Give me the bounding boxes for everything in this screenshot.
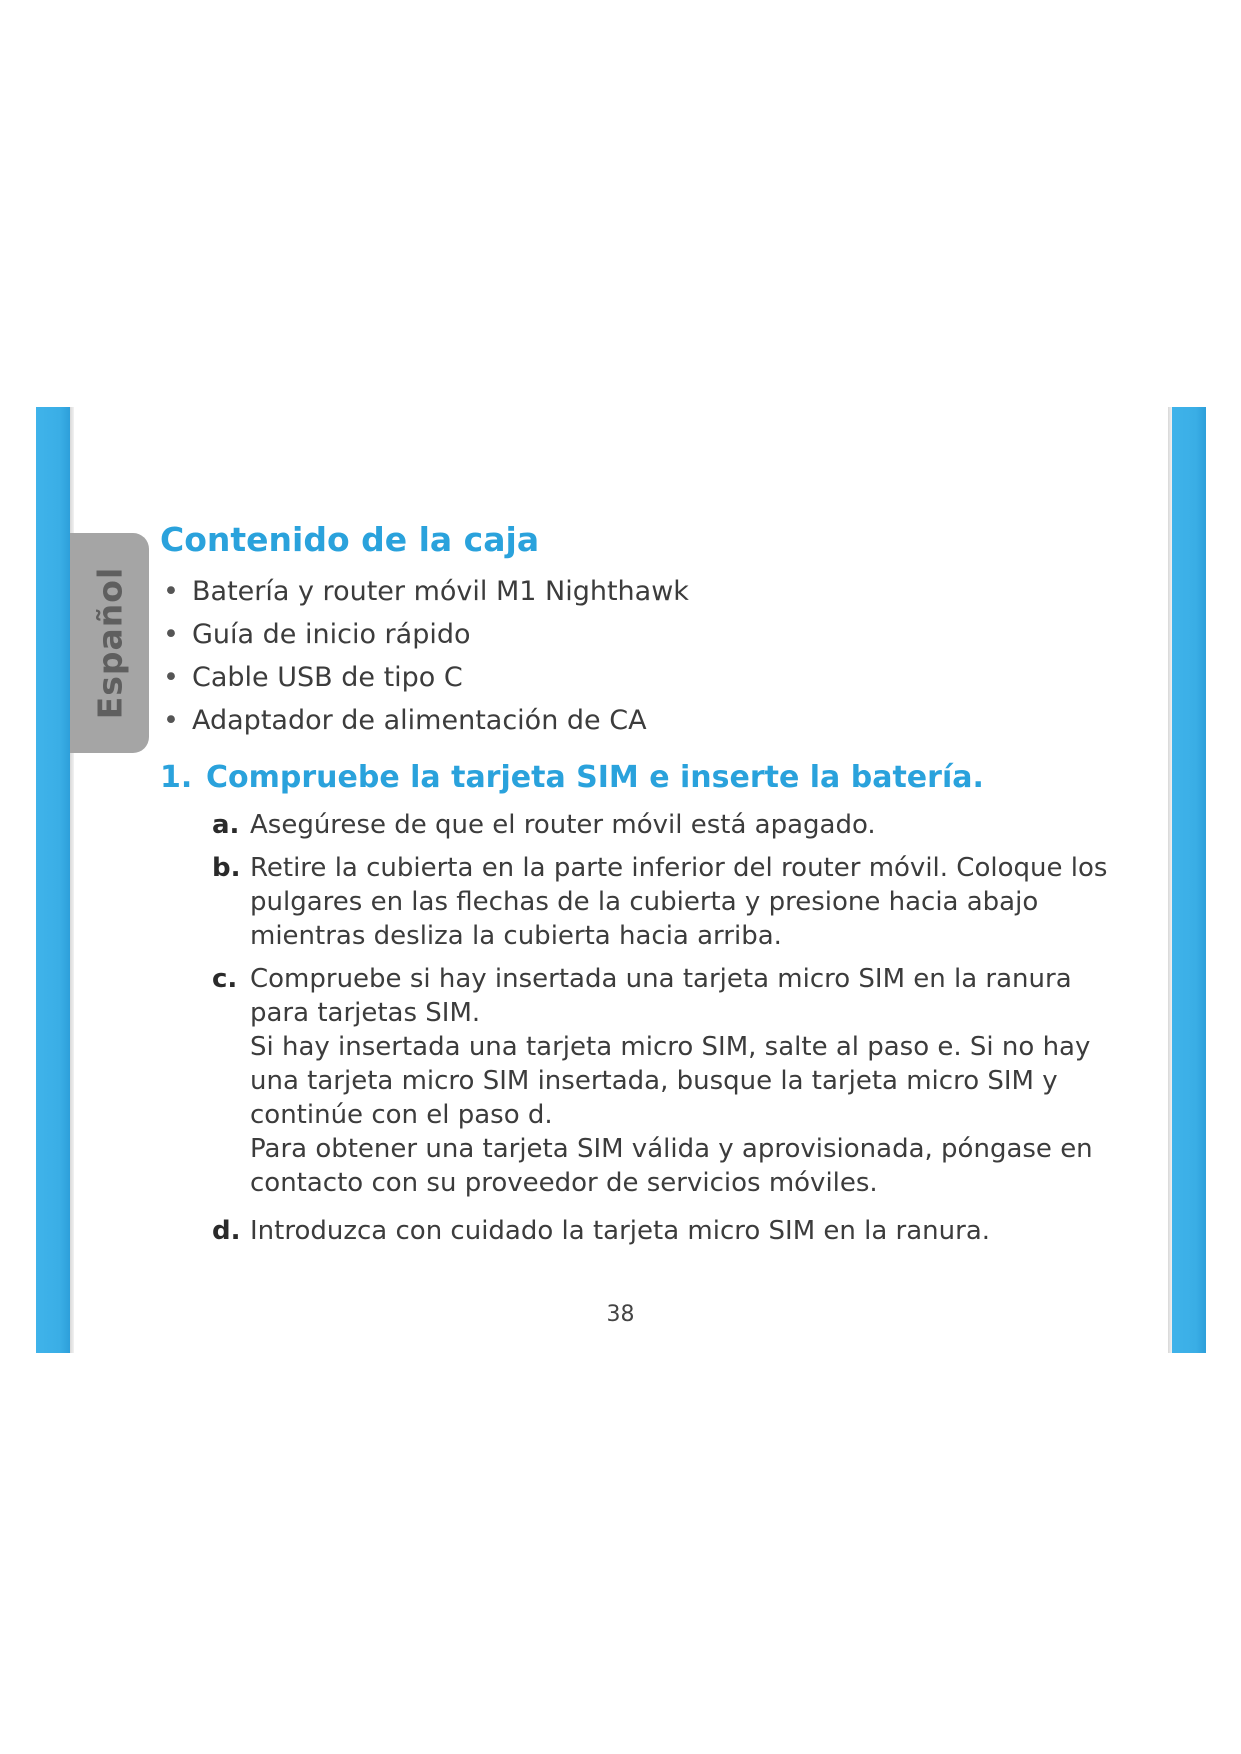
- substep-a: [212, 808, 1112, 842]
- contents-title: Contenido de la caja: [160, 520, 540, 559]
- page-number: 38: [606, 1302, 635, 1327]
- substep-note: Para obtener una tarjeta SIM válida y aprovisionada, póngase en contacto con su proveedor de servicios móviles.: [250, 1134, 1093, 1198]
- substep-d: [212, 1214, 1112, 1248]
- bullet-icon: •: [163, 576, 179, 607]
- substep-text: Si hay insertada una tarjeta micro SIM, salte al paso e. Si no hay una tarjeta micro SIM insertada, busque la tarjeta micro SIM y continúe con el paso d.: [250, 1032, 1091, 1130]
- language-tab-label: Español: [90, 566, 129, 720]
- substep-c: [212, 962, 1112, 1200]
- substep-text: Asegúrese de que el router móvil está apagado.: [250, 810, 876, 840]
- substep-text: Compruebe si hay insertada una tarjeta micro SIM en la ranura para tarjetas SIM.: [250, 964, 1072, 1028]
- left-blue-bar: [36, 407, 70, 1353]
- substep-letter: b.: [212, 853, 241, 883]
- substep-letter: d.: [212, 1216, 241, 1246]
- substep-text: Retire la cubierta en la parte inferior del router móvil. Coloque los pulgares en las flechas de la cubierta y presione hacia abajo mientras desliza la cubierta hacia arriba.: [250, 853, 1108, 951]
- bullet-icon: •: [163, 662, 179, 693]
- list-item: • Cable USB de tipo C: [160, 656, 689, 699]
- contents-list: [160, 570, 689, 742]
- step-number: 1.: [160, 760, 193, 795]
- substep-letter: a.: [212, 810, 240, 840]
- substep-list: [212, 808, 1112, 1248]
- list-item: • Guía de inicio rápido: [160, 613, 689, 656]
- step-1-title: [160, 760, 984, 795]
- list-item: • Batería y router móvil M1 Nighthawk: [160, 570, 689, 613]
- bullet-icon: •: [163, 619, 179, 650]
- right-blue-bar: [1172, 407, 1206, 1353]
- bullet-icon: •: [163, 705, 179, 736]
- substep-b: [212, 851, 1112, 953]
- substep-text: Introduzca con cuidado la tarjeta micro SIM en la ranura.: [250, 1216, 991, 1246]
- list-item: • Adaptador de alimentación de CA: [160, 699, 689, 742]
- step-title-text: Compruebe la tarjeta SIM e inserte la batería.: [206, 760, 984, 795]
- substep-letter: c.: [212, 964, 238, 994]
- language-tab: [70, 533, 149, 753]
